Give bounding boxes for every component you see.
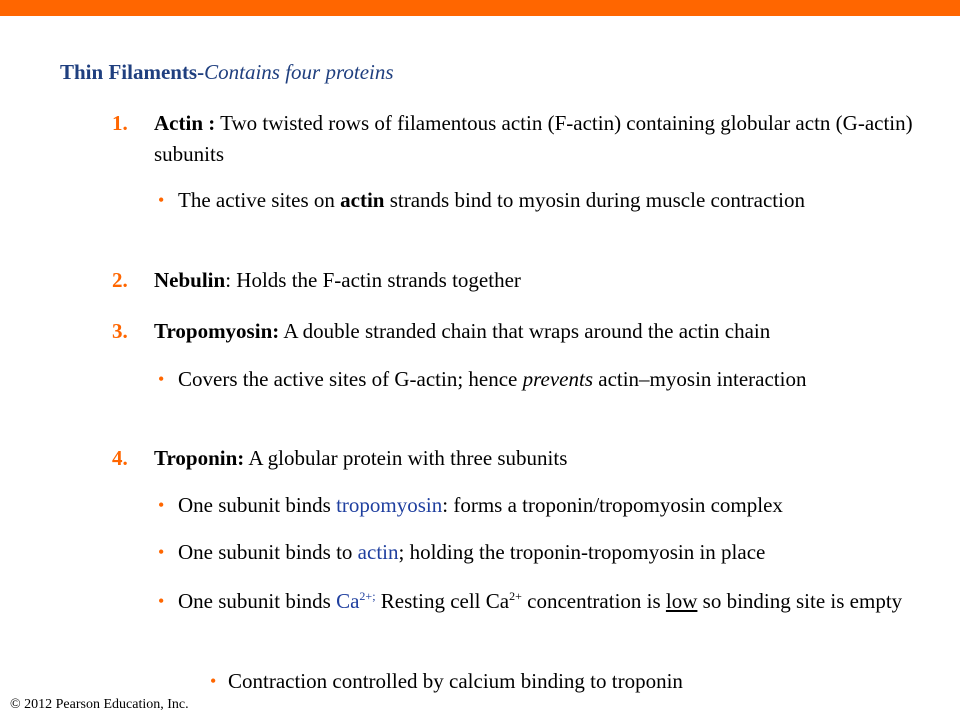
item-description: Two twisted rows of filamentous actin (F-actin) containing globular actn (G-actin) subunits	[154, 111, 913, 166]
bullet-text: Resting cell Ca	[375, 589, 510, 613]
list-item-actin	[112, 108, 952, 170]
top-accent-bar	[0, 0, 960, 16]
list-item-troponin	[112, 443, 952, 474]
heading-italic: Contains four proteins	[204, 60, 394, 84]
list-item-nebulin	[112, 265, 952, 296]
bullet-underline: low	[665, 589, 698, 613]
subbullet-calcium-control	[210, 666, 950, 697]
bullet-text: : forms a troponin/tropomyosin complex	[442, 493, 783, 517]
item-number: 2.	[112, 268, 128, 292]
item-description: : Holds the F-actin strands together	[225, 268, 521, 292]
item-term: Nebulin	[154, 268, 226, 292]
bullet-troponin-subunit-1	[158, 490, 958, 521]
bullet-icon: •	[158, 542, 165, 562]
bullet-icon: •	[210, 671, 217, 691]
item-description: A globular protein with three subunits	[244, 446, 568, 470]
bullet-icon: •	[158, 495, 165, 515]
item-term: Tropomyosin:	[154, 319, 280, 343]
bullet-text: so binding site is empty	[697, 589, 903, 613]
item-number: 4.	[112, 446, 128, 470]
list-item-tropomyosin	[112, 316, 952, 347]
bullet-text: concentration is	[521, 589, 666, 613]
bullet-bold: actin	[340, 188, 385, 212]
slide-heading	[60, 60, 394, 85]
item-description: A double stranded chain that wraps around the actin chain	[279, 319, 771, 343]
bullet-text: strands bind to myosin during muscle contraction	[384, 188, 805, 212]
item-term: Troponin:	[154, 446, 245, 470]
bullet-highlight: Ca	[336, 589, 360, 613]
superscript: 2+;	[359, 589, 376, 603]
item-number: 3.	[112, 319, 128, 343]
bullet-text: The active sites on	[178, 188, 341, 212]
bullet-actin-active-sites	[158, 185, 958, 216]
bullet-highlight: actin	[357, 540, 399, 564]
bullet-highlight: tropomyosin	[336, 493, 443, 517]
bullet-icon: •	[158, 190, 165, 210]
bullet-italic: prevents	[522, 367, 593, 391]
item-term: Actin :	[154, 111, 216, 135]
bullet-text: ; holding the troponin-tropomyosin in place	[398, 540, 766, 564]
bullet-troponin-subunit-3	[158, 586, 958, 617]
bullet-text: One subunit binds	[178, 589, 337, 613]
bullet-text: actin–myosin interaction	[593, 367, 807, 391]
subbullet-text: Contraction controlled by calcium binding to troponin	[228, 669, 683, 693]
bullet-icon: •	[158, 369, 165, 389]
item-number: 1.	[112, 111, 128, 135]
superscript: 2+	[509, 589, 522, 603]
bullet-troponin-subunit-2	[158, 537, 958, 568]
bullet-icon: •	[158, 591, 165, 611]
bullet-text: One subunit binds to	[178, 540, 358, 564]
bullet-tropomyosin-covers	[158, 364, 958, 395]
bullet-text: Covers the active sites of G-actin; hence	[178, 367, 523, 391]
bullet-text: One subunit binds	[178, 493, 337, 517]
heading-bold: Thin Filaments-	[60, 60, 205, 84]
copyright-footer: © 2012 Pearson Education, Inc.	[10, 697, 189, 712]
